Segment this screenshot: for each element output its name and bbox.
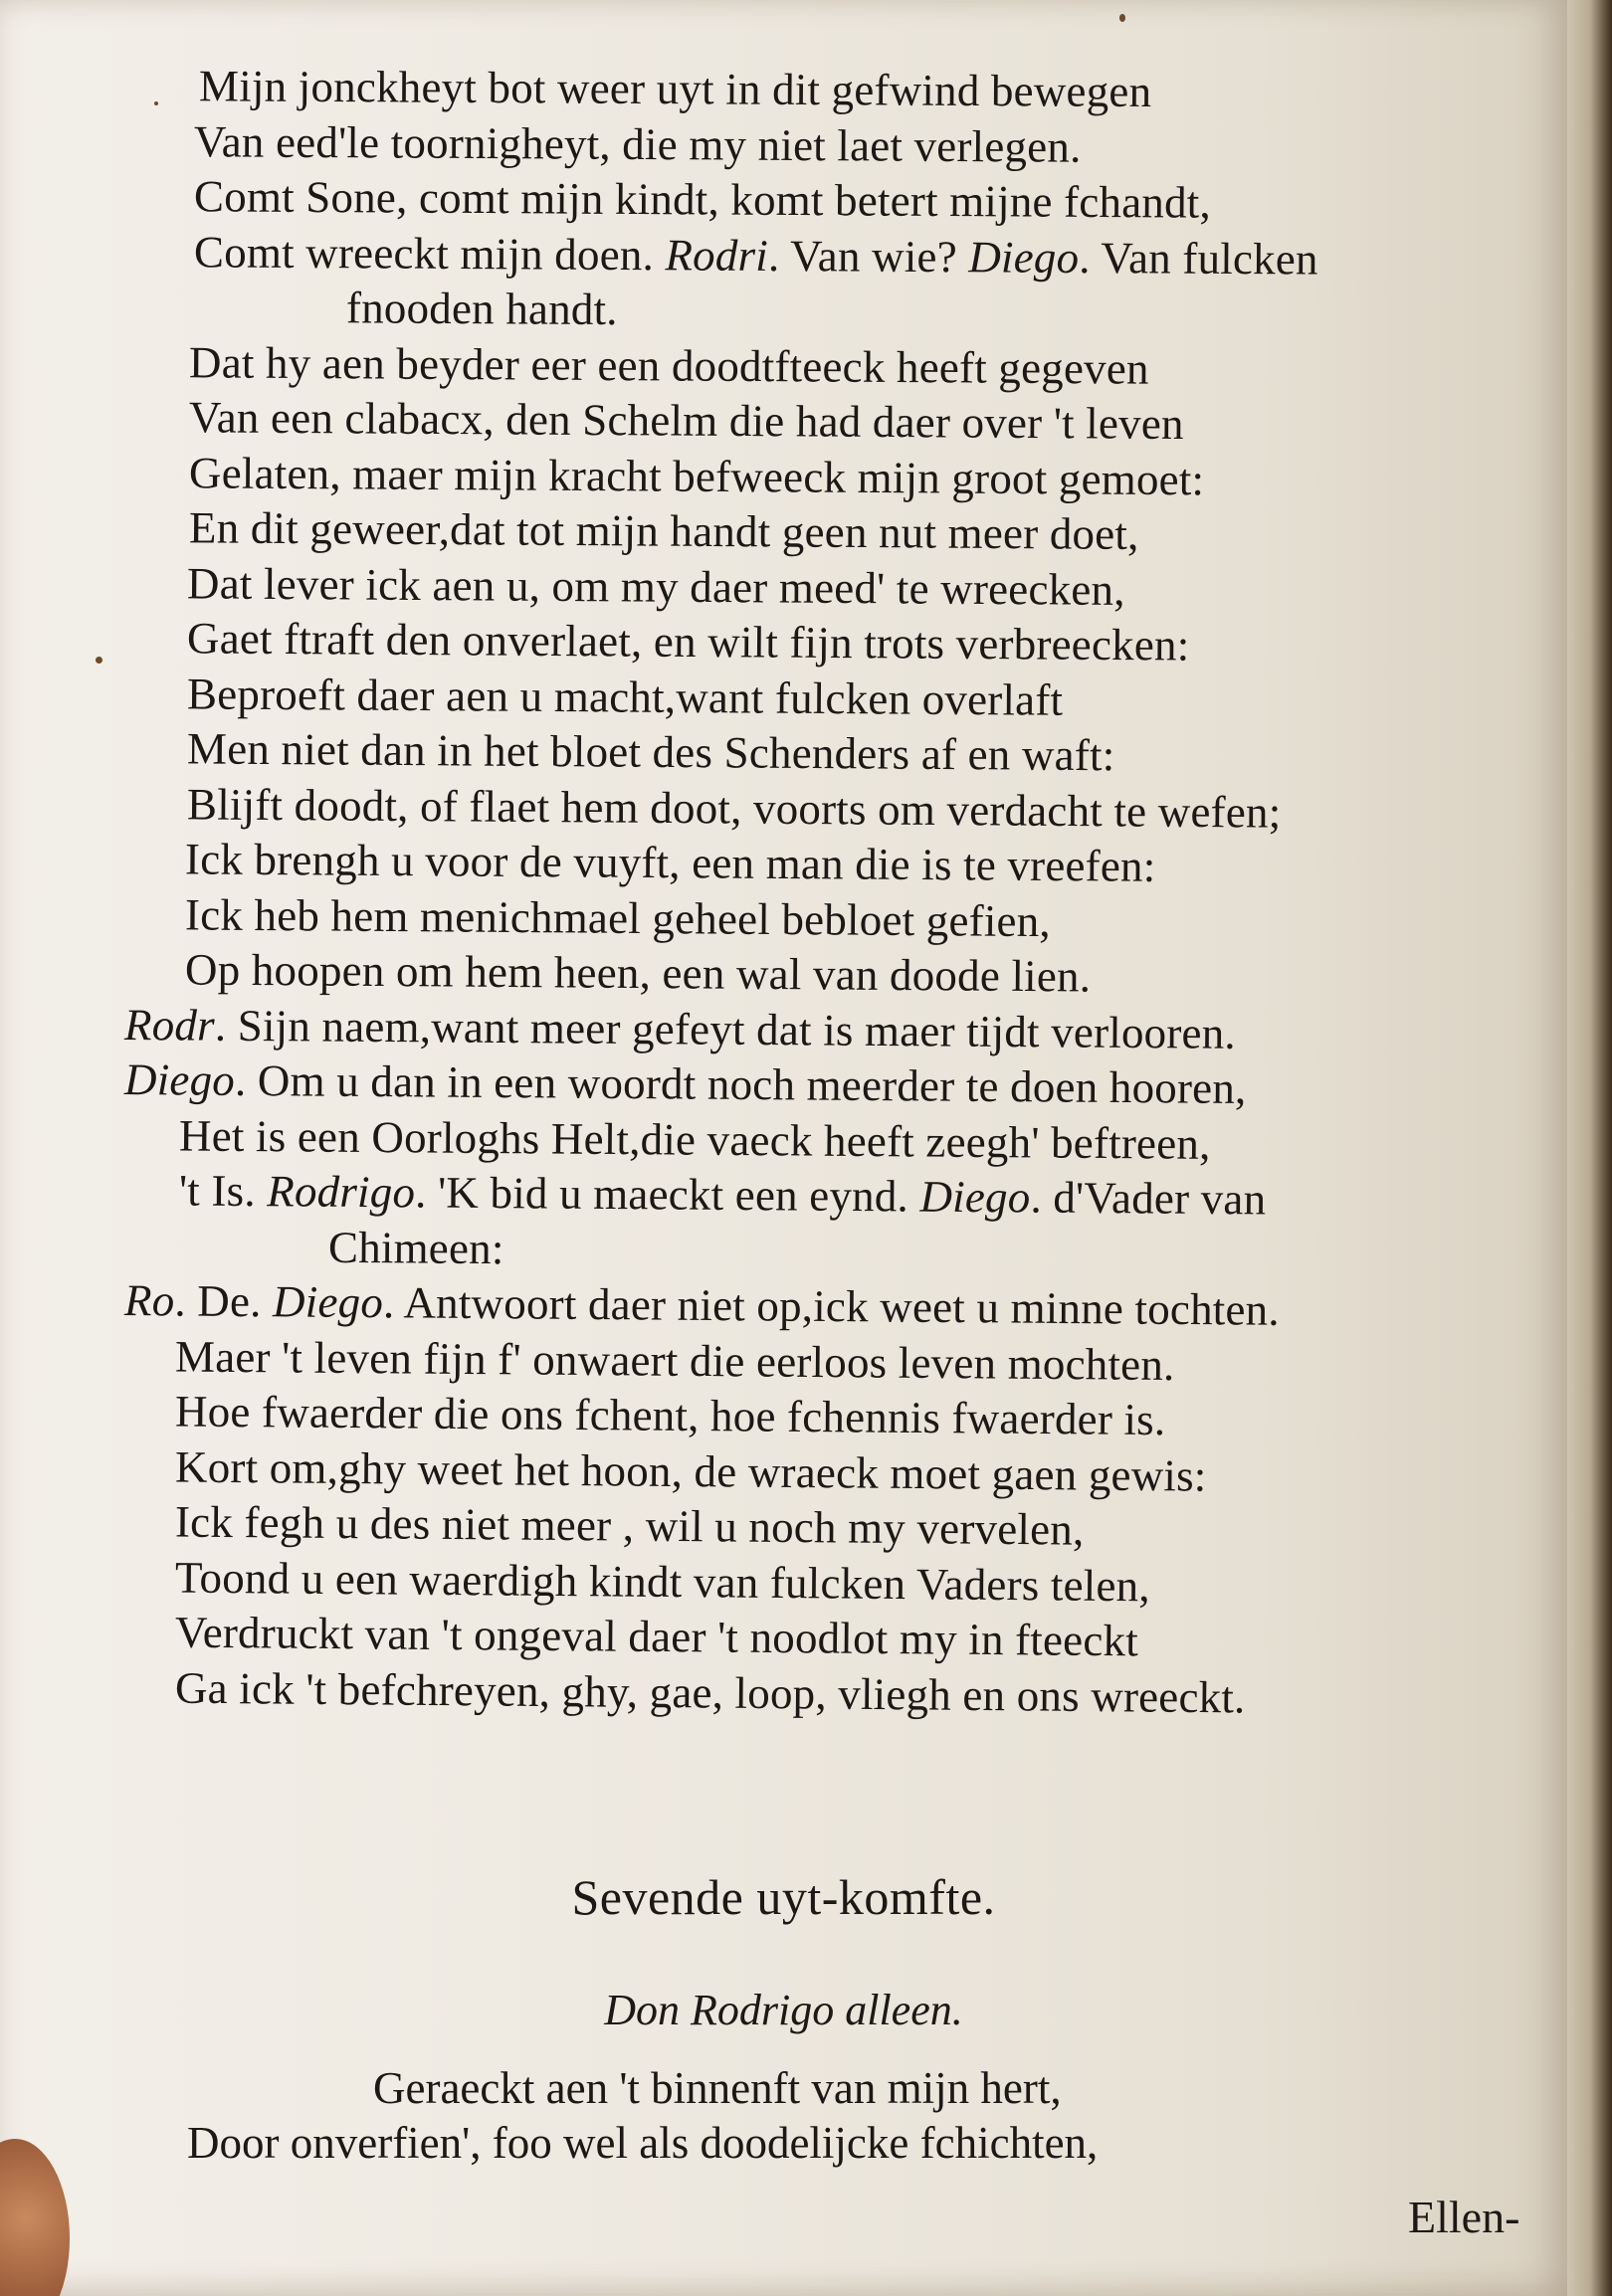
speaker-name: Rodrigo — [267, 1166, 416, 1218]
verse-text: Verdruckt van 't ongeval daer 't noodlot my in fteeckt — [174, 1607, 1139, 1666]
verse-text: Men niet dan in het bloet des Schenders af en waft: — [186, 723, 1115, 781]
verse-text: . Sijn naem,want meer gefeyt dat is maer tijdt verlooren. — [214, 1000, 1237, 1058]
speaker-name: Rodr — [123, 999, 216, 1051]
verse-line-text — [346, 281, 618, 337]
verse-line-text — [185, 887, 1051, 949]
verse-line-text — [187, 556, 1125, 618]
verse-text: . De. — [174, 1275, 274, 1327]
speaker-name: Diego — [919, 1171, 1031, 1223]
verse-text: Ga ick 't befchreyen, ghy, gae, loop, vliegh en ons wreeckt. — [174, 1662, 1246, 1722]
verse-block — [0, 58, 1567, 1722]
verse-text: Toond u een waerdigh kindt van fulcken Vaders telen, — [174, 1552, 1151, 1611]
verse-text: Comt wreeckt mijn doen. — [193, 226, 666, 280]
verse-line-text — [187, 667, 1064, 728]
verse-line-text — [124, 1273, 1280, 1338]
verse-line — [0, 279, 1567, 344]
verse-text: fnooden handt. — [345, 283, 618, 335]
verse-line — [0, 168, 1567, 233]
verse-text: Op hoopen om hem heen, een wal van doode lien. — [184, 944, 1092, 1002]
speaker-name: Diego — [123, 1054, 236, 1105]
verse-text: . Om u dan in een woordt noch meerder te doen hooren, — [234, 1054, 1247, 1114]
stage-direction: Don Rodrigo alleen. — [604, 1986, 963, 2034]
verse-line — [0, 58, 1567, 122]
verse-line-text — [189, 500, 1139, 562]
verse-text: Van eed'le toornigheyt, die my niet laet verlegen. — [193, 115, 1082, 172]
verse-line-text — [189, 335, 1149, 397]
verse-text: . Antwoort daer niet op,ick weet u minne tochten. — [382, 1277, 1281, 1335]
verse-text: 't Is. — [178, 1165, 268, 1217]
speaker-name: Rodri — [665, 229, 769, 281]
verse-text: Blijft doodt, of flaet hem doot, voorts om verdacht te wefen; — [186, 778, 1282, 838]
verse-text: Chimeen: — [327, 1222, 504, 1273]
verse-line-text — [179, 1108, 1211, 1172]
verse-text: Ick heb hem menichmael geheel bebloet gefien, — [184, 888, 1052, 946]
verse-line-text — [187, 611, 1190, 673]
verse-text: . d'Vader van — [1030, 1172, 1267, 1225]
verse-text: Beproeft daer aen u macht,want fulcken overlaft — [186, 668, 1064, 725]
verse-line — [0, 389, 1567, 455]
verse-text: Ick brengh u voor de vuyft, een man die is te vreefen: — [184, 834, 1156, 891]
verse-text: Comt Sone, comt mijn kindt, komt betert mijne fchandt, — [193, 171, 1212, 228]
verse-text: . Van fulcken — [1079, 232, 1318, 285]
verse-text: Gelaten, maer mijn kracht befweeck mijn groot gemoet: — [188, 447, 1205, 504]
speaker-name: Ro — [123, 1275, 175, 1326]
verse-line-text — [175, 1606, 1138, 1669]
verse-text: . Van wie? — [767, 230, 969, 282]
verse-line-text — [175, 1660, 1246, 1725]
verse-line-text — [124, 1052, 1247, 1117]
verse-text: Gaet ftraft den onverlaet, en wilt fijn trots verbreecken: — [186, 613, 1190, 670]
verse-line — [0, 113, 1567, 178]
verse-line-text — [175, 1550, 1150, 1614]
verse-text: . 'K bid u maeckt een eynd. — [414, 1167, 920, 1222]
verse-line-text — [187, 777, 1282, 841]
verse-text: Ick fegh u des niet meer , wil u noch my vervelen, — [174, 1496, 1085, 1555]
verse-line-text — [194, 225, 1318, 287]
verse-line-text — [179, 1163, 1267, 1227]
verse-text: Dat lever ick aen u, om my daer meed' te wreecken, — [186, 557, 1125, 615]
verse-line — [0, 499, 1567, 565]
verse-line-text — [175, 1495, 1085, 1559]
verse-text: Hoe fwaerder die ons fchent, hoe fchennis fwaerder is. — [174, 1386, 1166, 1445]
verse-line-text — [328, 1220, 504, 1276]
verse-line: Geraeckt aen 't binnenft van mijn hert, — [373, 2063, 1062, 2113]
verse-line-text — [175, 1439, 1207, 1504]
verse-line-text — [194, 169, 1211, 231]
verse-line-text — [175, 1385, 1166, 1448]
verse-line — [0, 224, 1567, 289]
speaker-name: Diego — [272, 1276, 384, 1328]
ink-spot — [1119, 14, 1125, 22]
verse-line-text — [185, 942, 1092, 1005]
verse-line-text — [194, 114, 1082, 175]
verse-text: Dat hy aen beyder eer een doodtfteeck heeft gegeven — [188, 336, 1149, 394]
page-edge — [1567, 0, 1612, 2296]
verse-text: Mijn jonckheyt bot weer uyt in dit gefwind bewegen — [198, 61, 1152, 117]
catchword: Ellen- — [1408, 2192, 1520, 2242]
verse-text: En dit geweer,dat tot mijn handt geen nut meer doet, — [188, 502, 1139, 559]
verse-line-text — [175, 1329, 1175, 1393]
verse-line: Door onverfien', foo wel als doodelijcke fchichten, — [187, 2118, 1099, 2168]
verse-text: Het is een Oorloghs Helt,die vaeck heeft zeegh' beftreen, — [178, 1109, 1211, 1169]
verse-line-text — [187, 721, 1115, 783]
scene-heading: Sevende uyt-komfte. — [571, 1869, 996, 1925]
verse-line — [0, 334, 1567, 400]
verse-line-text — [189, 390, 1184, 452]
verse-line-text — [124, 997, 1236, 1060]
speaker-name: Diego — [968, 231, 1080, 283]
verse-line-text — [189, 446, 1205, 507]
verse-line-text — [185, 832, 1156, 894]
verse-text: Van een clabacx, den Schelm die had daer over 't leven — [188, 392, 1184, 450]
verse-line-text — [199, 59, 1152, 119]
verse-text: Kort om,ghy weet het hoon, de wraeck moet gaen gewis: — [174, 1441, 1207, 1501]
verse-text: Maer 't leven fijn f' onwaert die eerloos leven mochten. — [174, 1331, 1175, 1390]
